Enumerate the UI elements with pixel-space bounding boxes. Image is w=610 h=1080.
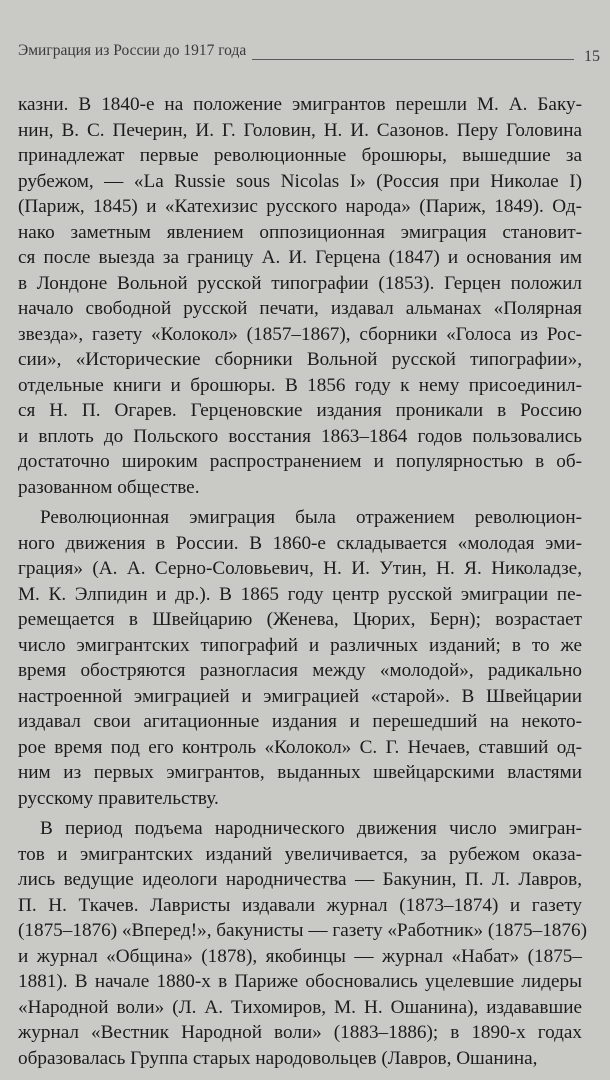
text-line: лись ведущие идеологи народничества — Бакунин, П. Л. Лавров, — [18, 869, 582, 890]
body-text — [18, 92, 587, 1071]
text-line: нако заметным явлением оппозиционная эмиграция становит- — [18, 221, 582, 243]
text-line: М. К. Элпидин и др.). В 1865 году центр русской эмиграции пе- — [18, 583, 582, 605]
text-line: начало свободной русской печати, издавал альманах «Полярная — [18, 298, 582, 319]
text-line: в Лондоне Вольной русской типографии (1853). Герцен положил — [18, 272, 582, 294]
text-line: журнал «Вестник Народной воли» (1883–1886); в 1890-х годах — [18, 1022, 582, 1043]
paragraph — [18, 816, 587, 1071]
text-line: ного движения в России. В 1860-е складывается «молодая эми- — [18, 532, 582, 554]
text-line: ся после выезда за границу А. И. Герцена (1847) и основания им — [18, 247, 582, 268]
text-line: звезда», газету «Колокол» (1857–1867), сборники «Голоса из Рос- — [18, 323, 582, 345]
text-line: отдельные книги и брошюры. В 1856 году к нему присоединил- — [18, 374, 582, 396]
text-line: настроенной эмиграцией и эмиграцией «старой». В Швейцарии — [18, 685, 582, 707]
text-line: П. Н. Ткачев. Лавристы издавали журнал (1873–1874) и газету — [18, 894, 582, 916]
text-line: образовалась Группа старых народовольцев (Лавров, Ошанина, — [18, 1047, 538, 1069]
text-line: ремещается в Швейцарию (Женева, Цюрих, Берн); возрастает — [18, 609, 582, 630]
running-header — [8, 40, 602, 66]
text-line: грация» (А. А. Серно-Соловьевич, Н. И. Утин, Н. Я. Николадзе, — [18, 558, 582, 579]
text-line: время обостряются разногласия между «молодой», радикально — [18, 660, 582, 681]
text-line: и журнал «Община» (1878), якобинцы — журнал «Набат» (1875– — [18, 945, 582, 967]
text-line: число эмигрантских типографий и различных изданий; в то же — [18, 634, 582, 656]
text-line: издавал свои агитационные издания и перешедший на некото- — [18, 711, 582, 732]
text-line: ся Н. П. Огарев. Герценовские издания проникали в Россию — [18, 400, 582, 421]
text-line: разованном обществе. — [18, 476, 200, 498]
text-line: русскому правительству. — [18, 787, 219, 809]
text-line: ним из первых эмигрантов, выданных швейцарскими властями — [18, 762, 582, 783]
text-line: Революционная эмиграция была отражением революцион- — [40, 507, 582, 528]
text-line: 1881). В начале 1880-х в Париже обосновались уцелевшие лидеры — [18, 971, 582, 992]
text-line: тов и эмигрантских изданий увеличивается, за рубежом оказа- — [18, 843, 582, 865]
text-line: (Париж, 1845) и «Катехизис русского народа» (Париж, 1849). Од- — [18, 196, 582, 217]
running-title: Эмиграция из России до 1917 года — [18, 42, 247, 59]
text-line: нин, В. С. Печерин, И. Г. Головин, Н. И. Сазонов. Перу Головина — [18, 119, 582, 141]
page-number: 15 — [584, 48, 600, 65]
text-line: сии», «Исторические сборники Вольной русской типографии», — [18, 349, 582, 370]
text-line: казни. В 1840-е на положение эмигрантов перешли М. А. Баку- — [18, 94, 582, 115]
header-rule — [252, 59, 574, 60]
text-line: и вплоть до Польского восстания 1863–1864 годов пользовались — [18, 425, 582, 447]
text-line: «Народной воли» (Л. А. Тихомиров, М. Н. Ошанина), издававшие — [18, 996, 582, 1018]
text-line: (1875–1876) «Вперед!», бакунисты — газету «Работник» (1875–1876) — [18, 920, 587, 941]
paragraph — [18, 505, 582, 811]
paragraph — [18, 92, 582, 500]
text-line: рубежом, — «La Russie sous Nicolas I» (Россия при Николае I) — [18, 170, 582, 192]
text-line: рое время под его контроль «Колокол» С. Г. Нечаев, ставший од- — [18, 736, 582, 758]
text-line: достаточно широким распространением и популярностью в об- — [18, 451, 582, 472]
text-line: принадлежат первые революционные брошюры, вышедшие за — [18, 145, 582, 166]
text-line: В период подъема народнического движения число эмигран- — [40, 818, 582, 839]
